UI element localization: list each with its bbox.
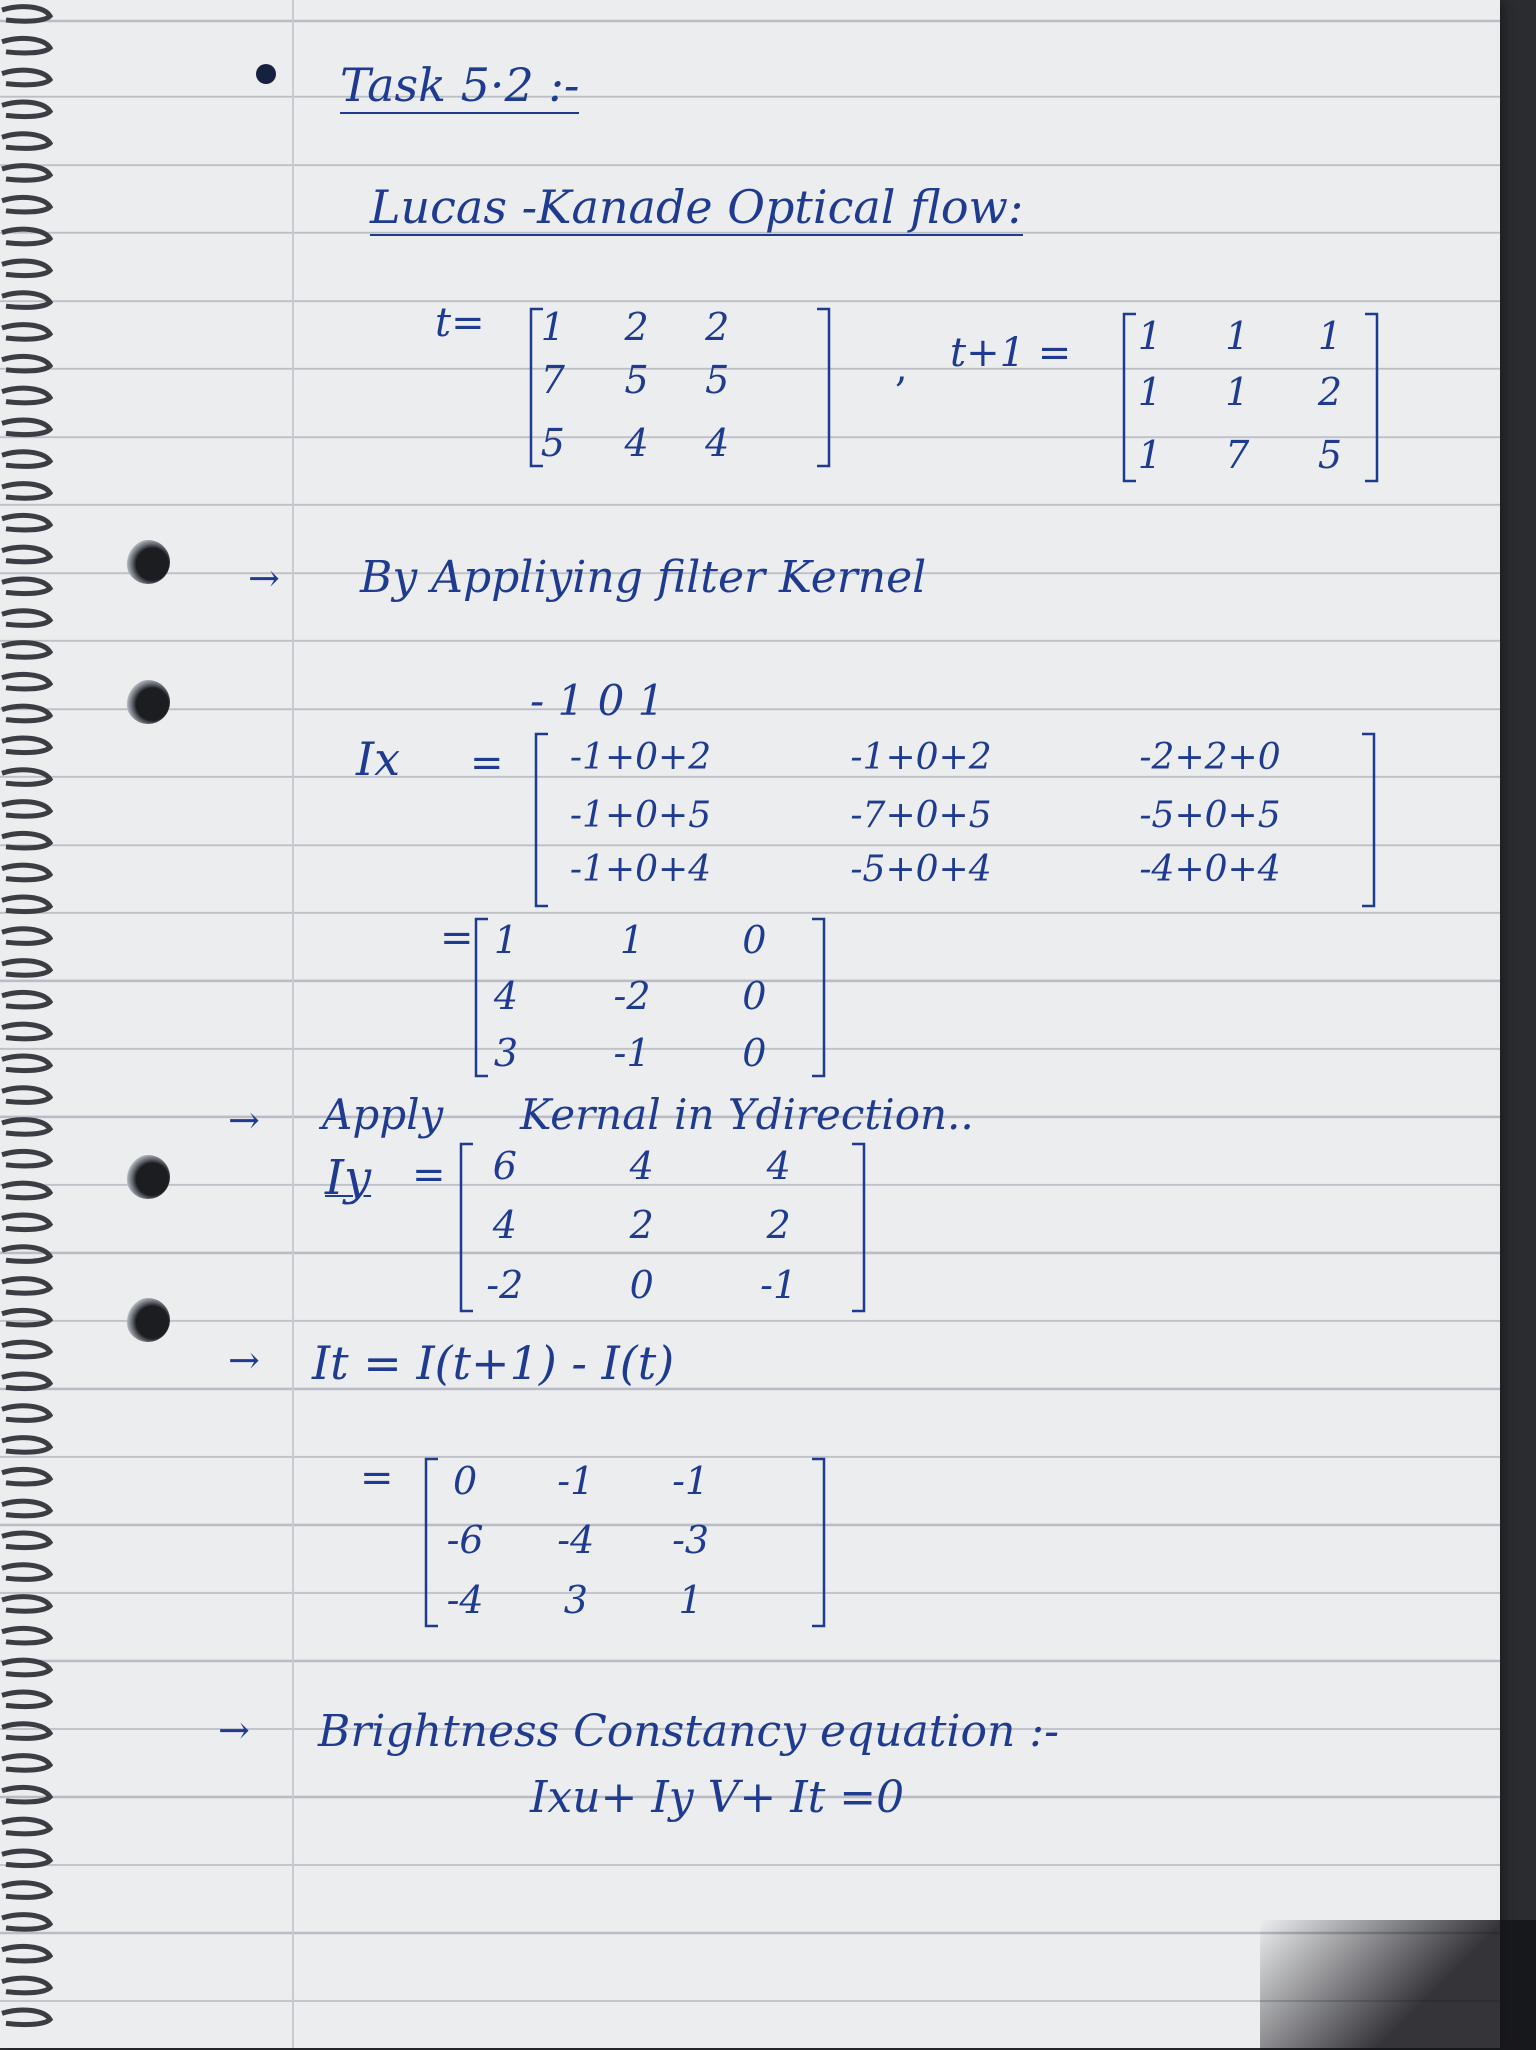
spiral-coil	[2, 1469, 50, 1484]
t-label: t=	[435, 300, 485, 346]
task-heading: Task 5·2 :-	[340, 58, 580, 112]
comma: ,	[895, 345, 908, 391]
matrix-cell: -4	[557, 1518, 595, 1562]
ix-equals: =	[470, 740, 504, 786]
spiral-coil	[2, 356, 50, 371]
matrix-cell: 1	[1137, 369, 1162, 414]
spiral-coil	[2, 2010, 50, 2025]
matrix-cell: 6	[492, 1143, 517, 1188]
spiral-coil	[2, 706, 50, 721]
matrix-cell: 2	[766, 1203, 791, 1247]
spiral-coil	[2, 1088, 50, 1103]
iy-matrix	[455, 1140, 870, 1315]
spiral-binding	[0, 0, 60, 2048]
matrix-cell: 2	[624, 305, 649, 349]
it-equals: =	[360, 1455, 394, 1501]
spiral-coil	[2, 929, 50, 944]
spiral-coil	[2, 70, 50, 85]
matrix-cell: 2	[629, 1203, 654, 1247]
spiral-coil	[2, 1851, 50, 1866]
t-matrix	[525, 305, 835, 470]
right-bracket	[812, 1459, 824, 1626]
matrix-cell: -1	[613, 1030, 651, 1075]
spiral-coil	[2, 547, 50, 562]
spiral-coil	[2, 166, 50, 181]
right-bracket	[852, 1144, 864, 1311]
spiral-coil	[2, 1342, 50, 1357]
spiral-coil	[2, 484, 50, 499]
ix-equals-2: =	[440, 915, 474, 961]
matrix-cell: 4	[492, 1203, 517, 1247]
matrix-cell: 0	[629, 1262, 654, 1307]
spiral-coil	[2, 134, 50, 149]
matrix-cell: 1	[540, 305, 565, 349]
spiral-coil	[2, 388, 50, 403]
spiral-coil	[2, 1438, 50, 1453]
matrix-cell: -1+0+2	[850, 737, 992, 779]
spiral-coil	[2, 992, 50, 1007]
matrix-cell: -1+0+5	[569, 794, 712, 836]
spiral-coil	[2, 38, 50, 53]
matrix-cell: 5	[540, 420, 565, 465]
spiral-coil	[2, 674, 50, 689]
iy-label: Iy	[325, 1150, 372, 1206]
spiral-coil	[2, 261, 50, 276]
left-bracket	[426, 1459, 438, 1626]
spiral-coil	[2, 865, 50, 880]
matrix-cell: -5+0+5	[1139, 794, 1281, 836]
spiral-coil	[2, 1310, 50, 1325]
punch-hole-1	[126, 540, 170, 584]
matrix-cell: -1+0+4	[569, 848, 712, 890]
spiral-coil	[2, 1660, 50, 1675]
spiral-coil	[2, 515, 50, 530]
matrix-cell: 7	[540, 357, 565, 402]
spiral-coil	[2, 1597, 50, 1612]
right-bracket	[817, 309, 829, 466]
punch-hole-2	[126, 680, 170, 724]
right-bracket	[1362, 734, 1374, 906]
matrix-cell: -2	[613, 974, 651, 1019]
section-title: Lucas -Kanade Optical flow:	[370, 180, 1024, 234]
matrix-cell: 4	[629, 1143, 654, 1188]
it-formula: It = I(t+1) - I(t)	[312, 1336, 675, 1390]
spiral-coil	[2, 1533, 50, 1548]
matrix-cell: 1	[1137, 432, 1162, 477]
t1-matrix	[1118, 310, 1383, 485]
punch-hole-4	[126, 1298, 170, 1342]
spiral-coil	[2, 197, 50, 212]
iy-equals: =	[412, 1152, 446, 1198]
spiral-coil	[2, 1946, 50, 1961]
spiral-coil	[2, 293, 50, 308]
spiral-coil	[2, 1120, 50, 1135]
left-bracket	[1124, 314, 1136, 481]
matrix-brackets	[525, 305, 835, 470]
matrix-cell: 5	[705, 357, 730, 402]
matrix-cell: 1	[1225, 369, 1250, 414]
matrix-cell: 1	[1317, 313, 1343, 358]
spiral-coil	[2, 452, 50, 467]
matrix-cell: -2	[486, 1262, 524, 1307]
spiral-coil	[2, 1183, 50, 1198]
matrix-cell: -1	[672, 1458, 710, 1503]
spiral-coil	[2, 1883, 50, 1898]
spiral-coil	[2, 1565, 50, 1580]
right-bracket	[1365, 314, 1377, 481]
matrix-cell: 3	[493, 1030, 519, 1075]
matrix-cell: 1	[1225, 313, 1250, 358]
spiral-coil	[2, 961, 50, 976]
spiral-coil	[2, 1056, 50, 1071]
matrix-cell: -2+2+0	[1139, 737, 1281, 779]
spiral-coil	[2, 1501, 50, 1516]
step2-apply: Apply	[322, 1090, 444, 1139]
brightness-label: Brightness Constancy equation :-	[318, 1706, 1059, 1757]
spiral-coil	[2, 833, 50, 848]
spiral-coil	[2, 1151, 50, 1166]
left-bracket	[461, 1144, 473, 1311]
spiral-coil	[2, 1724, 50, 1739]
spiral-coil	[2, 1215, 50, 1230]
ix-kernel: - 1 0 1	[530, 676, 665, 725]
matrix-cell: 5	[624, 357, 649, 402]
spiral-coil	[2, 579, 50, 594]
matrix-cell: -4	[446, 1577, 484, 1622]
ix-label: Ix	[356, 732, 401, 786]
brightness-equation: Ixu+ Iy V+ It =0	[530, 1772, 905, 1823]
spiral-coil	[2, 802, 50, 817]
matrix-cell: 7	[1225, 432, 1250, 477]
arrow-icon: →	[228, 1098, 260, 1142]
matrix-cell: -6	[446, 1518, 484, 1562]
matrix-cell: 1	[493, 918, 519, 963]
matrix-cell: -1	[760, 1262, 798, 1307]
spiral-coil	[2, 770, 50, 785]
step1-label: By Appliying filter Kernel	[360, 552, 927, 603]
spiral-coil	[2, 1756, 50, 1771]
matrix-cell: -5+0+4	[850, 848, 992, 890]
matrix-cell: 3	[563, 1577, 588, 1622]
matrix-cell: -3	[672, 1518, 710, 1562]
spiral-coil	[2, 1915, 50, 1930]
ix-result-matrix	[470, 915, 830, 1080]
punch-hole-3	[126, 1155, 170, 1199]
matrix-cell: 4	[493, 974, 519, 1019]
spiral-coil	[2, 1819, 50, 1834]
matrix-cell: 4	[766, 1143, 791, 1188]
matrix-cell: 4	[624, 420, 649, 465]
matrix-cell: 0	[453, 1458, 478, 1503]
matrix-cell: 1	[678, 1577, 703, 1622]
left-bracket	[476, 919, 488, 1076]
step2-label: Kernal in Ydirection..	[520, 1090, 974, 1139]
margin-line	[292, 0, 294, 2048]
spiral-coil	[2, 611, 50, 626]
spiral-coil	[2, 420, 50, 435]
spiral-coil	[2, 738, 50, 753]
right-bracket	[812, 919, 824, 1076]
left-bracket	[536, 734, 548, 906]
matrix-cell: 4	[705, 420, 730, 465]
spiral-coil	[2, 1279, 50, 1294]
matrix-cell: -1	[557, 1458, 595, 1503]
arrow-icon: →	[228, 1338, 260, 1382]
arrow-icon: →	[218, 1708, 250, 1752]
spiral-coil	[2, 1628, 50, 1643]
spiral-coil	[2, 1692, 50, 1707]
matrix-cell: 5	[1317, 432, 1343, 477]
spiral-coil	[2, 325, 50, 340]
matrix-cell: 1	[619, 918, 645, 963]
matrix-cell: -4+0+4	[1139, 848, 1281, 890]
ix-expression-matrix	[530, 730, 1380, 910]
spiral-coil	[2, 1787, 50, 1802]
matrix-cell: 2	[705, 305, 730, 349]
spiral-coil	[2, 1374, 50, 1389]
desk-shadow	[1260, 1920, 1536, 2050]
matrix-cell: 0	[742, 974, 767, 1019]
spiral-coil	[2, 229, 50, 244]
spiral-coil	[2, 102, 50, 117]
spiral-coil	[2, 643, 50, 658]
spiral-coil	[2, 1978, 50, 1993]
matrix-cell: 0	[742, 918, 767, 963]
it-matrix	[420, 1455, 830, 1630]
matrix-cell: 1	[1137, 313, 1162, 358]
spiral-coil	[2, 897, 50, 912]
matrix-cell: 2	[1317, 369, 1343, 414]
matrix-cell: -7+0+5	[850, 794, 992, 836]
spiral-coil	[2, 1406, 50, 1421]
arrow-icon: →	[248, 556, 280, 600]
bullet-dot	[256, 64, 276, 84]
matrix-cell: 0	[742, 1030, 767, 1075]
spiral-coil	[2, 7, 50, 22]
t1-label: t+1 =	[950, 330, 1072, 376]
spiral-coil	[2, 1247, 50, 1262]
matrix-cell: -1+0+2	[569, 737, 712, 779]
spiral-coil	[2, 1024, 50, 1039]
